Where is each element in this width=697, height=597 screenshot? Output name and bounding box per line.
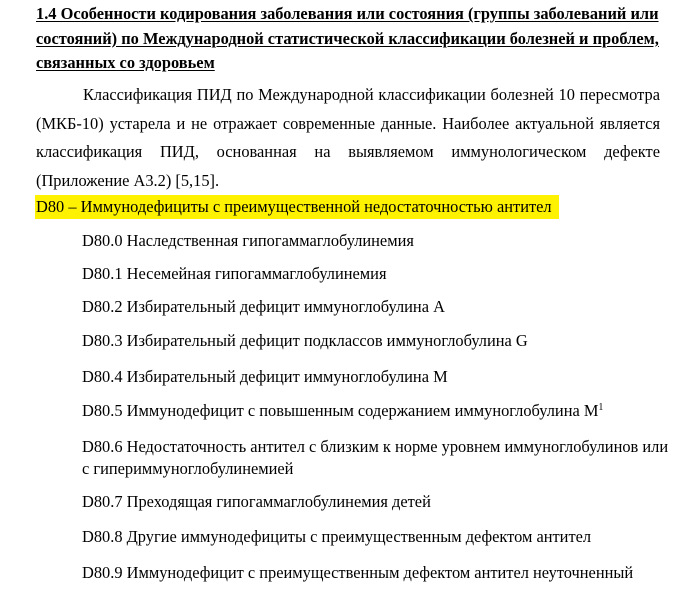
list-item-continuation: с гипериммуноглобулинемией — [82, 459, 294, 478]
paragraph-line: (Приложение А3.2) [5,15]. — [36, 171, 220, 191]
intro-paragraph — [36, 81, 660, 196]
list-item: D80.4 Избирательный дефицит иммуноглобулина M — [82, 367, 448, 386]
list-item: D80.5 Иммунодефицит с повышенным содержанием иммуноглобулина $M^1$ — [82, 401, 604, 420]
heading-line: состояний) по Международной статистической классификации болезней и проблем, — [36, 28, 659, 48]
list-item: D80.8 Другие иммунодефициты с преимущественным дефектом антител — [82, 527, 592, 546]
group-title: D80 – Иммунодефициты с преимущественной недостаточностью антител — [36, 196, 558, 218]
list-item: D80.3 Избирательный дефицит подклассов иммуноглобулина G — [82, 331, 528, 350]
paragraph-line: (МКБ-10) устарела и не отражает современные данные. Наиболее актуальной является — [36, 113, 660, 133]
footnote-marker: 1 — [598, 402, 604, 413]
list-item: D80.6 Недостаточность антител с близким к норме уровнем иммуноглобулинов или с гипериммуноглобулинемией — [82, 437, 669, 478]
section-heading — [36, 2, 660, 76]
heading-line: связанных со здоровьем — [36, 53, 215, 72]
list-item: D80.0 Наследственная гипогаммаглобулинемия — [82, 231, 414, 250]
paragraph-line: Классификация ПИД по Международной классификации болезней 10 пересмотра — [83, 85, 660, 104]
list-item: D80.7 Преходящая гипогаммаглобулинемия детей — [82, 492, 431, 511]
list-item: D80.1 Несемейная гипогаммаглобулинемия — [82, 264, 387, 283]
list-item: D80.9 Иммунодефицит с преимущественным дефектом антител неуточненный — [82, 563, 634, 582]
paragraph-line: классификация ПИД, основанная на выявляемом иммунологическом дефекте — [36, 142, 660, 162]
heading-line: 1.4 Особенности кодирования заболевания или состояния (группы заболеваний или — [36, 4, 659, 23]
list-item: D80.2 Избирательный дефицит иммуноглобулина A — [82, 297, 445, 316]
group-title-highlighted — [36, 196, 558, 218]
